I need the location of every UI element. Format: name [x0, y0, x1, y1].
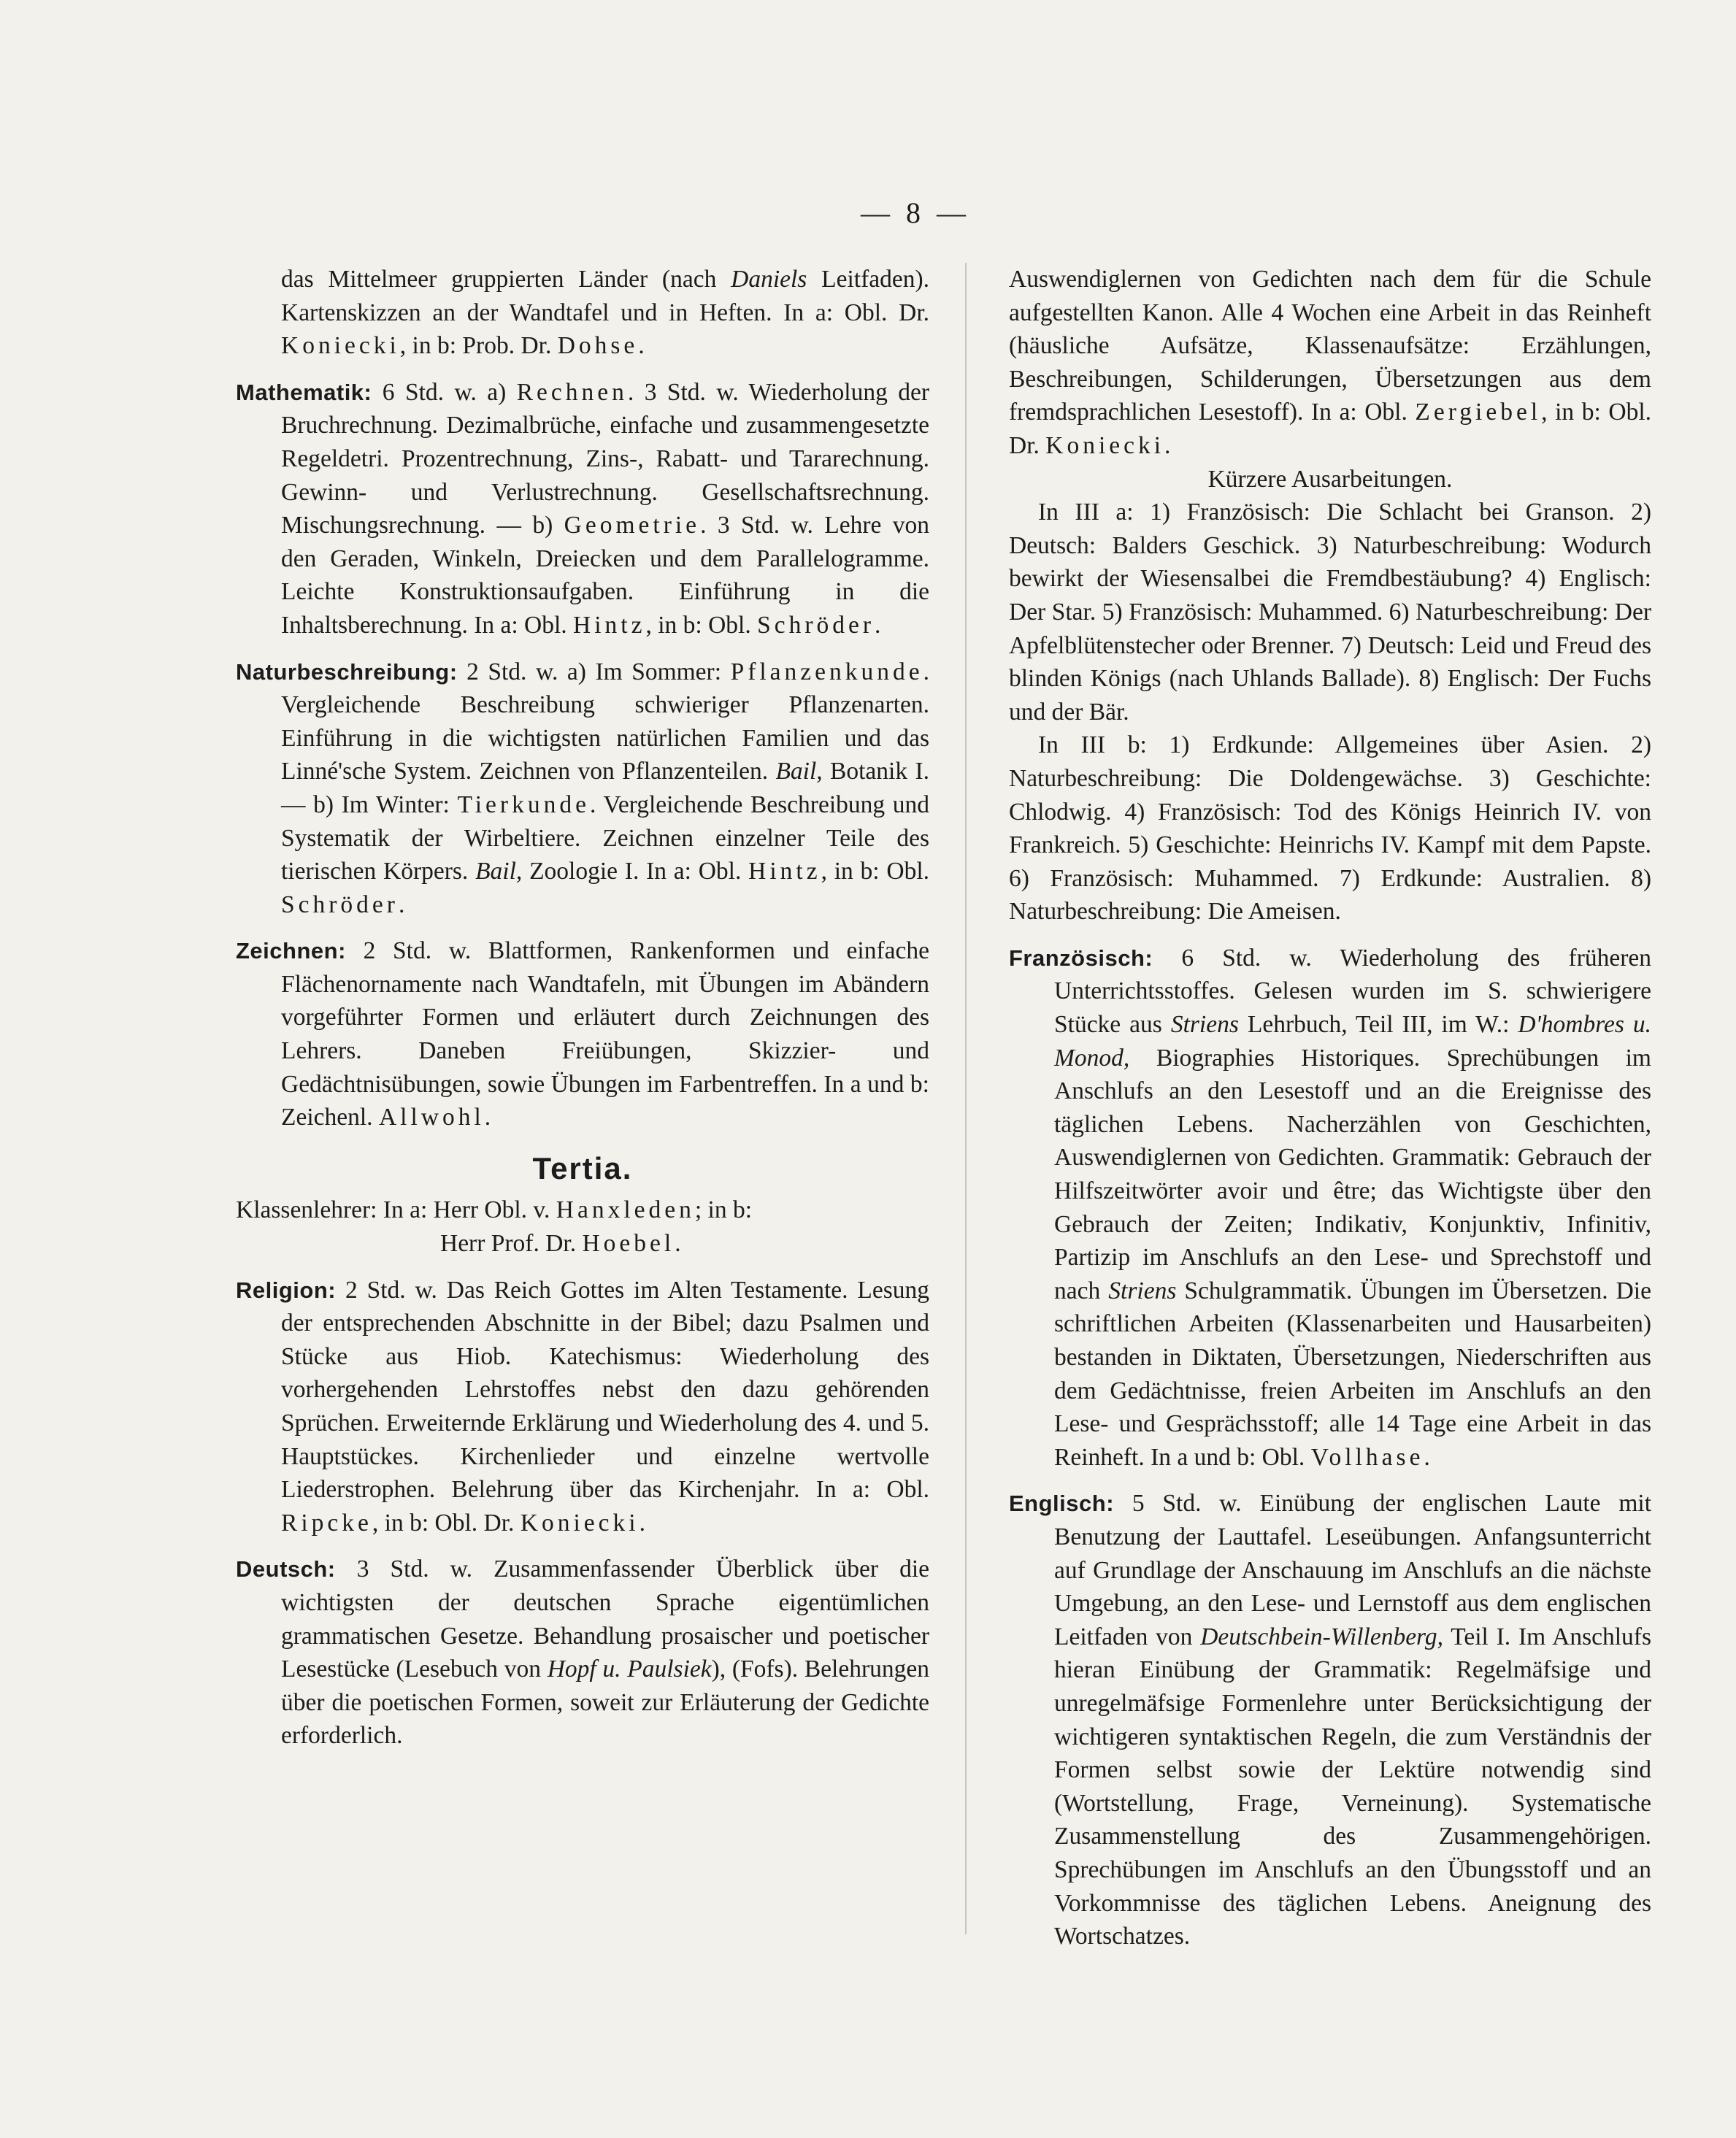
- deutsch-continuation: Auswendiglernen von Gedichten nach dem für die Schule aufgestellten Kanon. Alle 4 Wochen eine Arbeit in das Reinheft (häusliche Aufsätze, Klassenaufsätze: Erzählungen, Beschreibungen, Schilderungen, Übersetzungen aus dem fremdsprachlichen Lesestoff). In a: Obl. Zergiebel, in b: Obl. Dr. Koniecki.: [1009, 266, 1652, 459]
- deutsch-heading: Deutsch:: [236, 1556, 336, 1583]
- right-column: [1009, 263, 1651, 1953]
- zeichnen-entry: Zeichnen: 2 Std. w. Blattformen, Rankenformen und einfache Flächenornamente nach Wandtafeln, mit Übungen im Abändern vorgeführter Formen und erläutert durch Zeichnungen des Lehrers. Daneben Freiübungen, Skizzier- und Gedächtnisübungen, sowie Übungen im Farbentreffen. In a und b: Zeichenl. Allwohl.: [236, 937, 930, 1131]
- math-entry: Mathematik: 6 Std. w. a) Rechnen. 3 Std. w. Wiederholung der Bruchrechnung. Dezimalbrüche, einfache und zusammengesetzte Regeldetri. Prozentrechnung, Zins-, Rabatt- und Tararechnung. Gewinn- und Verlustrechnung. Gesellschaftsrechnung. Mischungsrechnung. — b) Geometrie. 3 Std. w. Lehre von den Geraden, Winkeln, Dreiecken und dem Parallelogramme. Leichte Konstruktionsaufgaben. Einführung in die Inhaltsberechnung. In a: Obl. Hintz, in b: Obl. Schröder.: [236, 378, 930, 639]
- naturbeschreibung-entry: Naturbeschreibung: 2 Std. w. a) Im Sommer: Pflanzenkunde. Vergleichende Beschreibung schwieriger Pflanzenarten. Einführung in die wichtigsten natürlichen Familien und das Linné'sche System. Zeichnen von Pflanzenteilen. Bail, Botanik I. — b) Im Winter: Tierkunde. Vergleichende Beschreibung und Systematik der Wirbeltiere. Zeichnen einzelner Teile des tierischen Körpers. Bail, Zoologie I. In a: Obl. Hintz, in b: Obl. Schröder.: [236, 658, 930, 918]
- religion-heading: Religion:: [236, 1277, 337, 1303]
- englisch-heading: Englisch:: [1009, 1491, 1115, 1517]
- math-heading: Mathematik:: [236, 379, 372, 405]
- deutsch-entry: Deutsch: 3 Std. w. Zusammenfassender Überblick über die wichtigsten der deutschen Sprache eigentümlichen grammatischen Gesetze. Behandlung prosaischer und poetischer Lesestücke (Lesebuch von Hopf u. Paulsiek), (Fofs). Belehrungen über die poetischen Formen, soweit zur Erläuterung der Gedichte erforderlich.: [236, 1556, 930, 1750]
- kurzere-ausarbeitungen-title: Kürzere Ausarbeitungen.: [1207, 465, 1453, 493]
- geography-continuation: das Mittelmeer gruppierten Länder (nach Daniels Leitfaden). Kartenskizzen an der Wandtafel und in Heften. In a: Obl. Dr. Koniecki, in b: Prob. Dr. Dohse.: [281, 266, 930, 360]
- englisch-entry: Englisch: 5 Std. w. Einübung der englischen Laute mit Benutzung der Lauttafel. Leseübungen. Anfangsunterricht auf Grundlage der Anschauung im Anschlufs an die nächste Umgebung, an den Lese- und Lernstoff aus dem englischen Leitfaden von Deutschbein-Willenberg, Teil I. Im Anschlufs hieran Einübung der Grammatik: Regelmäfsige und unregelmäfsige Formenlehre unter Berücksichtigung der wichtigeren syntaktischen Regeln, die zum Verständnis der Formen selbst sowie der Lektüre notwendig sind (Wortstellung, Frage, Verneinung). Systematische Zusammenstellung des Zusammengehörigen. Sprechübungen im Anschlufs an den Übungsstoff und an Vorkommnisse des täglichen Lebens. Aneignung des Wortschatzes.: [1009, 1490, 1652, 1950]
- kurzere-ausarbeitungen-a: In III a: 1) Französisch: Die Schlacht bei Granson. 2) Deutsch: Balders Geschick. 3) Naturbeschreibung: Wodurch bewirkt der Wiesensalbei die Fremdbestäubung? 4) Englisch: Der Star. 5) Französisch: Muhammed. 6) Naturbeschreibung: Der Apfelblütenstecher oder Brenner. 7) Deutsch: Leid und Freud des blinden Königs (nach Uhlands Ballade). 8) Englisch: Der Fuchs und der Bär.: [1009, 499, 1651, 726]
- franzoesisch-entry: Französisch: 6 Std. w. Wiederholung des früheren Unterrichtsstoffes. Gelesen wurden im S. schwierigere Stücke aus Striens Lehrbuch, Teil III, im W.: D'hombres u. Monod, Biographies Historiques. Sprechübungen im Anschlufs an den Lesestoff und an die Ereignisse des täglichen Lebens. Nacherzählen von Geschichten, Auswendiglernen von Gedichten. Grammatik: Gebrauch der Hilfszeitwörter avoir und être; das Wichtigste über den Gebrauch der Zeiten; Indikativ, Konjunktiv, Infinitiv, Partizip im Anschlufs an den Lese- und Sprechstoff und nach Striens Schulgrammatik. Übungen im Übersetzen. Die schriftlichen Arbeiten (Klassenarbeiten und Hausarbeiten) bestanden in Diktaten, Übersetzungen, Niederschriften aus dem Gedächtnisse, freien Arbeiten im Anschlufs an den Lese- und Gesprächsstoff; alle 14 Tage eine Arbeit in das Reinheft. In a und b: Obl. Vollhase.: [1009, 944, 1652, 1471]
- klassenlehrer-line: Klassenlehrer: In a: Herr Obl. v. Hanxleden; in b: Herr Prof. Dr. Hoebel.: [236, 1196, 753, 1258]
- left-column: [236, 263, 929, 1753]
- section-title: Tertia.: [532, 1150, 633, 1185]
- zeichnen-heading: Zeichnen:: [236, 938, 346, 964]
- naturbeschreibung-heading: Naturbeschreibung:: [236, 658, 458, 685]
- kurzere-ausarbeitungen-b: In III b: 1) Erdkunde: Allgemeines über Asien. 2) Naturbeschreibung: Die Doldengewächse. 3) Geschichte: Chlodwig. 4) Französisch: Tod des Königs Heinrich IV. von Frankreich. 5) Geschichte: Heinrichs IV. Kampf mit dem Papste. 6) Französisch: Muhammed. 7) Erdkunde: Australien. 8) Naturbeschreibung: Die Ameisen.: [1009, 731, 1651, 926]
- franzoesisch-heading: Französisch:: [1009, 945, 1153, 971]
- column-divider: [965, 263, 967, 1934]
- religion-entry: Religion: 2 Std. w. Das Reich Gottes im Alten Testamente. Lesung der entsprechenden Abschnitte in der Bibel; dazu Psalmen und Stücke aus Hiob. Katechismus: Wiederholung des vorhergehenden Lehrstoffes nebst den dazu gehörenden Sprüchen. Erweiternde Erklärung und Wiederholung des 4. und 5. Hauptstückes. Kirchenlieder und einzelne wertvolle Liederstrophen. Belehrung über das Kirchenjahr. In a: Obl. Ripcke, in b: Obl. Dr. Koniecki.: [236, 1276, 929, 1537]
- page-number: — 8 —: [861, 196, 970, 229]
